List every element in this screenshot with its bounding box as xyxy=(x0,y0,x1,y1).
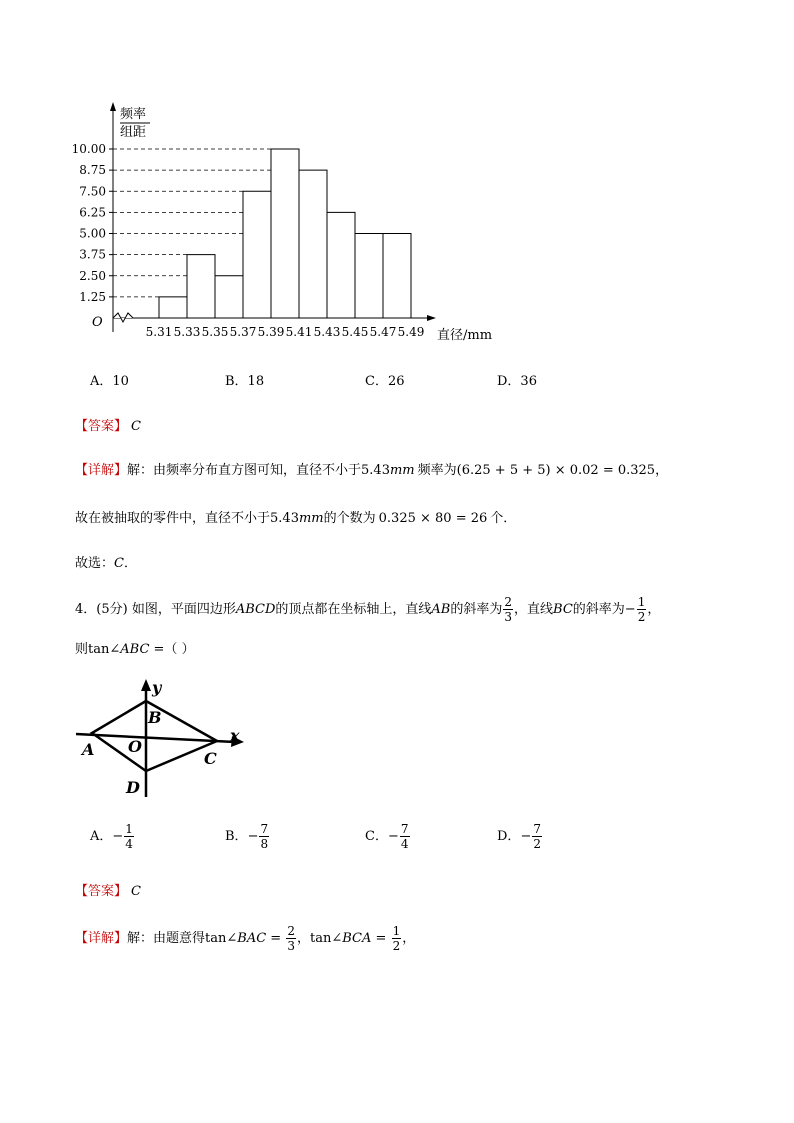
stem-tan: tan∠ xyxy=(88,642,121,657)
detail-formula: 0.325 × 80 = 26 xyxy=(378,511,488,526)
option-fraction: $\frac{1}{4}$ xyxy=(125,822,133,851)
slope-ab-fraction: $\frac{2}{3}$ xyxy=(504,595,513,624)
detail-number: 5.43 xyxy=(361,463,390,478)
y-tick-label: 10.00 xyxy=(71,142,106,156)
x-tick-label: 5.39 xyxy=(257,325,285,339)
y-axis-arrow xyxy=(141,679,151,691)
q3-detail-line1 xyxy=(75,459,668,478)
stem-text: 的顶点都在坐标轴上，直线 xyxy=(275,602,432,617)
stem-sign: − xyxy=(624,602,636,617)
y-tick-label: 1.25 xyxy=(79,289,106,304)
stem-text: 的斜率为 xyxy=(572,602,625,617)
detail-eq: = xyxy=(266,931,286,946)
detail-eq: = xyxy=(371,931,391,946)
detail-end: ， xyxy=(402,931,416,946)
origin-label: O xyxy=(92,315,103,330)
stem-text: =（ ） xyxy=(149,642,195,657)
answer-label: 【答案】 xyxy=(75,884,128,899)
label-o: O xyxy=(128,737,142,756)
detail-angle: BCA xyxy=(342,931,372,946)
histogram-bar xyxy=(327,212,355,318)
q3-option-a[interactable]: A．10 xyxy=(90,374,129,389)
q4-option-c[interactable] xyxy=(365,823,411,850)
label-d: D xyxy=(126,778,140,797)
y-tick-label: 8.75 xyxy=(79,163,106,178)
frequency-histogram xyxy=(0,0,794,360)
q4-stem-line1 xyxy=(75,596,660,623)
stem-text: ， xyxy=(647,602,661,617)
detail-formula: (6.25 + 5 + 5) × 0.02 = 0.325 xyxy=(456,463,656,478)
q3-detail-line2 xyxy=(75,507,516,526)
x-tick-label: 5.35 xyxy=(201,325,229,339)
x-tick-label: 5.37 xyxy=(229,325,257,339)
q4-answer xyxy=(75,880,141,899)
histogram-bar xyxy=(187,255,215,318)
detail-fraction: $\frac{2}{3}$ xyxy=(287,924,295,953)
slope-bc-fraction: $\frac{1}{2}$ xyxy=(637,595,646,624)
detail-unit: mm xyxy=(389,463,415,478)
y-tick-label: 3.75 xyxy=(79,247,106,262)
detail-label: 【详解】 xyxy=(75,463,128,478)
y-axis-arrow xyxy=(110,102,116,111)
option-sign: − xyxy=(247,829,259,844)
x-axis-arrow xyxy=(427,315,436,321)
stem-var: ABC xyxy=(120,642,150,657)
histogram-bar xyxy=(355,234,383,319)
option-sign: − xyxy=(387,829,399,844)
detail-text: 故在被抽取的零件中，直径不小于 xyxy=(75,511,271,526)
detail-number: 5.43 xyxy=(270,511,299,526)
option-letter: A． xyxy=(90,829,113,844)
detail-text: 解：由频率分布直方图可知，直径不小于 xyxy=(127,463,362,478)
x-axis-label: 直径/mm xyxy=(437,328,493,343)
detail-tan: tan∠ xyxy=(205,931,238,946)
q4-detail xyxy=(75,925,415,952)
quadrilateral-figure xyxy=(70,675,270,805)
y-tick-label: 7.50 xyxy=(79,184,106,199)
y-axis-label-bottom: 组距 xyxy=(120,125,147,140)
histogram-bar xyxy=(215,276,243,318)
option-fraction: $\frac{7}{2}$ xyxy=(533,822,541,851)
stem-text: 则 xyxy=(75,642,89,657)
histogram-bar xyxy=(159,297,187,318)
option-sign: − xyxy=(520,829,532,844)
stem-var: ABCD xyxy=(235,602,276,617)
answer-value: C xyxy=(131,419,141,434)
stem-var: BC xyxy=(553,602,573,617)
answer-label: 【答案】 xyxy=(75,419,128,434)
label-x: x xyxy=(230,726,240,745)
q3-option-b[interactable]: B．18 xyxy=(225,374,265,389)
x-tick-label: 5.31 xyxy=(145,325,173,339)
label-a: A xyxy=(82,740,95,759)
select-answer: C xyxy=(114,556,124,571)
select-text: 故选： xyxy=(75,556,115,571)
q3-option-c[interactable]: C．26 xyxy=(365,374,405,389)
y-tick-label: 5.00 xyxy=(79,226,106,241)
detail-label: 【详解】 xyxy=(75,931,128,946)
option-fraction: $\frac{7}{4}$ xyxy=(400,822,409,851)
q4-option-a[interactable] xyxy=(90,823,135,850)
q3-answer xyxy=(75,415,141,434)
option-sign: − xyxy=(112,829,124,844)
y-axis-label-top: 频率 xyxy=(120,107,147,122)
histogram-bar xyxy=(271,149,299,318)
detail-tan: tan∠ xyxy=(310,931,343,946)
stem-text: 4．(5分) 如图，平面四边形 xyxy=(75,602,236,617)
y-tick-label: 2.50 xyxy=(79,268,106,283)
option-letter: B． xyxy=(225,829,248,844)
detail-text: ， xyxy=(655,463,669,478)
label-b: B xyxy=(148,708,162,727)
detail-text: 解：由题意得 xyxy=(127,931,206,946)
stem-var: AB xyxy=(431,602,451,617)
label-y: y xyxy=(152,678,162,697)
histogram-bar xyxy=(299,170,327,318)
x-tick-label: 5.49 xyxy=(397,325,425,339)
q4-stem-line2 xyxy=(75,638,195,657)
stem-text: 的斜率为 xyxy=(450,602,503,617)
q4-option-b[interactable] xyxy=(225,823,270,850)
detail-fraction: $\frac{1}{2}$ xyxy=(392,924,401,953)
y-tick-label: 6.25 xyxy=(79,205,106,220)
detail-unit: mm xyxy=(298,511,324,526)
option-letter: D． xyxy=(497,829,521,844)
q3-select xyxy=(75,552,137,571)
q4-option-d[interactable] xyxy=(497,823,543,850)
label-c: C xyxy=(204,749,217,768)
x-tick-label: 5.45 xyxy=(341,325,369,339)
x-tick-label: 5.33 xyxy=(173,325,201,339)
option-letter: C． xyxy=(365,829,388,844)
answer-value: C xyxy=(131,884,141,899)
select-end: ． xyxy=(123,556,137,571)
option-fraction: $\frac{7}{8}$ xyxy=(260,822,269,851)
detail-angle: BAC xyxy=(237,931,267,946)
stem-text: ，直线 xyxy=(514,602,554,617)
detail-text: 个． xyxy=(490,511,517,526)
histogram-bar xyxy=(243,191,271,318)
detail-text: 频率为 xyxy=(417,463,457,478)
x-tick-label: 5.41 xyxy=(285,325,313,339)
q3-option-d[interactable]: D．36 xyxy=(497,374,537,389)
x-tick-label: 5.47 xyxy=(369,325,397,339)
detail-comma: ， xyxy=(296,931,310,946)
x-tick-label: 5.43 xyxy=(313,325,341,339)
detail-text: 的个数为 xyxy=(323,511,376,526)
histogram-bar xyxy=(383,234,411,319)
